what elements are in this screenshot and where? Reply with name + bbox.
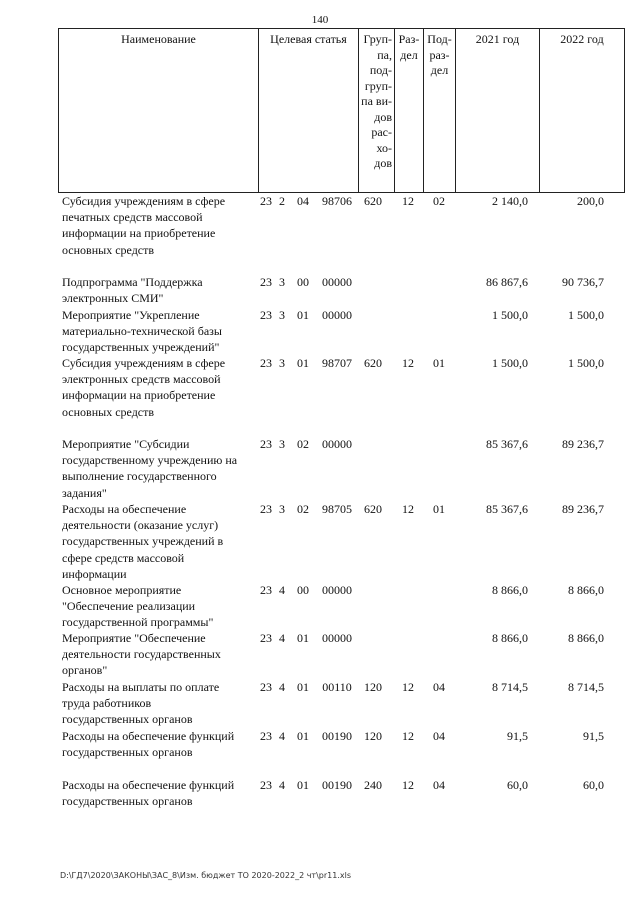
target-code-2: 4 [279, 631, 285, 645]
subsection-code: 02 [433, 194, 445, 208]
target-code-2: 3 [279, 275, 285, 289]
row-name: Расходы на выплаты по оплате труда работников государственных органов [62, 680, 220, 727]
target-code-3: 01 [297, 308, 309, 322]
section-code: 12 [402, 356, 414, 370]
target-code-2: 3 [279, 308, 285, 322]
value-2021: 8 866,0 [492, 631, 528, 645]
subsection-code: 01 [433, 502, 445, 516]
target-code-4: 00190 [322, 778, 352, 792]
group-code: 620 [364, 194, 382, 208]
subsection-code: 01 [433, 356, 445, 370]
row-name: Мероприятие "Субсидии государственному учреждению на выполнение государственного задания" [62, 437, 238, 500]
target-code-4: 00000 [322, 631, 352, 645]
target-code-4: 00190 [322, 729, 352, 743]
header-section: Раз- дел [395, 29, 424, 193]
target-code-1: 23 [260, 194, 272, 208]
value-2021: 8 866,0 [492, 583, 528, 597]
target-code-4: 00000 [322, 437, 352, 451]
target-code-3: 01 [297, 729, 309, 743]
target-code-2: 3 [279, 437, 285, 451]
target-code-2: 4 [279, 583, 285, 597]
header-group: Груп- па, под- груп- па ви- дов рас- хо- дов [359, 29, 395, 193]
group-code: 620 [364, 502, 382, 516]
target-code-4: 98705 [322, 502, 352, 516]
target-code-4: 00000 [322, 308, 352, 322]
value-2022: 8 866,0 [568, 631, 604, 645]
target-code-2: 2 [279, 194, 285, 208]
target-code-1: 23 [260, 275, 272, 289]
value-2022: 91,5 [583, 729, 604, 743]
value-2022: 89 236,7 [562, 437, 604, 451]
header-year-2021: 2021 год [456, 29, 540, 193]
target-code-3: 00 [297, 583, 309, 597]
row-name: Подпрограмма "Поддержка электронных СМИ" [62, 275, 203, 306]
row-name: Мероприятие "Обеспечение деятельности государственных органов" [62, 631, 221, 678]
target-code-1: 23 [260, 778, 272, 792]
value-2021: 1 500,0 [492, 356, 528, 370]
target-code-4: 98707 [322, 356, 352, 370]
value-2022: 90 736,7 [562, 275, 604, 289]
target-code-1: 23 [260, 356, 272, 370]
row-name: Субсидия учреждениям в сфере электронных средств массовой информации на приобретение основных средств [62, 356, 226, 419]
target-code-2: 3 [279, 356, 285, 370]
header-year-2022: 2022 год [540, 29, 625, 193]
section-code: 12 [402, 194, 414, 208]
section-code: 12 [402, 778, 414, 792]
value-2021: 85 367,6 [486, 502, 528, 516]
group-code: 120 [364, 729, 382, 743]
value-2022: 8 714,5 [568, 680, 604, 694]
target-code-2: 4 [279, 778, 285, 792]
header-target: Целевая статья [259, 29, 359, 193]
page-number: 140 [311, 14, 329, 26]
header-subsection: Под- раз- дел [424, 29, 456, 193]
row-name: Расходы на обеспечение деятельности (оказание услуг) государственных учреждений в сфере средств массовой информации [62, 502, 224, 581]
value-2022: 89 236,7 [562, 502, 604, 516]
table-header [58, 28, 625, 193]
value-2022: 60,0 [583, 778, 604, 792]
target-code-2: 3 [279, 502, 285, 516]
target-code-3: 01 [297, 631, 309, 645]
section-code: 12 [402, 502, 414, 516]
target-code-1: 23 [260, 583, 272, 597]
subsection-code: 04 [433, 729, 445, 743]
target-code-4: 00000 [322, 583, 352, 597]
value-2022: 1 500,0 [568, 356, 604, 370]
group-code: 120 [364, 680, 382, 694]
target-code-1: 23 [260, 680, 272, 694]
target-code-3: 04 [297, 194, 309, 208]
target-code-3: 00 [297, 275, 309, 289]
value-2021: 2 140,0 [492, 194, 528, 208]
section-code: 12 [402, 680, 414, 694]
group-code: 620 [364, 356, 382, 370]
header-name: Наименование [59, 29, 259, 193]
target-code-3: 02 [297, 502, 309, 516]
group-code: 240 [364, 778, 382, 792]
target-code-1: 23 [260, 308, 272, 322]
target-code-4: 00000 [322, 275, 352, 289]
target-code-3: 01 [297, 680, 309, 694]
value-2021: 60,0 [507, 778, 528, 792]
value-2021: 8 714,5 [492, 680, 528, 694]
target-code-1: 23 [260, 729, 272, 743]
row-name: Мероприятие "Укрепление материально-технической базы государственных учреждений" [62, 308, 222, 355]
target-code-4: 98706 [322, 194, 352, 208]
target-code-2: 4 [279, 680, 285, 694]
row-name: Расходы на обеспечение функций государственных органов [62, 778, 235, 809]
target-code-3: 01 [297, 356, 309, 370]
target-code-1: 23 [260, 437, 272, 451]
value-2021: 85 367,6 [486, 437, 528, 451]
value-2021: 91,5 [507, 729, 528, 743]
value-2021: 86 867,6 [486, 275, 528, 289]
row-name: Расходы на обеспечение функций государственных органов [62, 729, 235, 760]
value-2021: 1 500,0 [492, 308, 528, 322]
value-2022: 1 500,0 [568, 308, 604, 322]
footer-file-path: D:\ГД7\2020\ЗАКОНЫ\ЗАС_8\Изм. бюджет ТО 2020-2022_2 чт\pr11.xls [60, 871, 351, 880]
row-name: Субсидия учреждениям в сфере печатных средств массовой информации на приобретение основных средств [62, 194, 226, 257]
target-code-4: 00110 [322, 680, 352, 694]
row-name: Основное мероприятие "Обеспечение реализации государственной программы" [62, 583, 214, 630]
target-code-1: 23 [260, 631, 272, 645]
value-2022: 8 866,0 [568, 583, 604, 597]
subsection-code: 04 [433, 680, 445, 694]
section-code: 12 [402, 729, 414, 743]
target-code-3: 02 [297, 437, 309, 451]
target-code-1: 23 [260, 502, 272, 516]
value-2022: 200,0 [577, 194, 604, 208]
target-code-3: 01 [297, 778, 309, 792]
target-code-2: 4 [279, 729, 285, 743]
subsection-code: 04 [433, 778, 445, 792]
